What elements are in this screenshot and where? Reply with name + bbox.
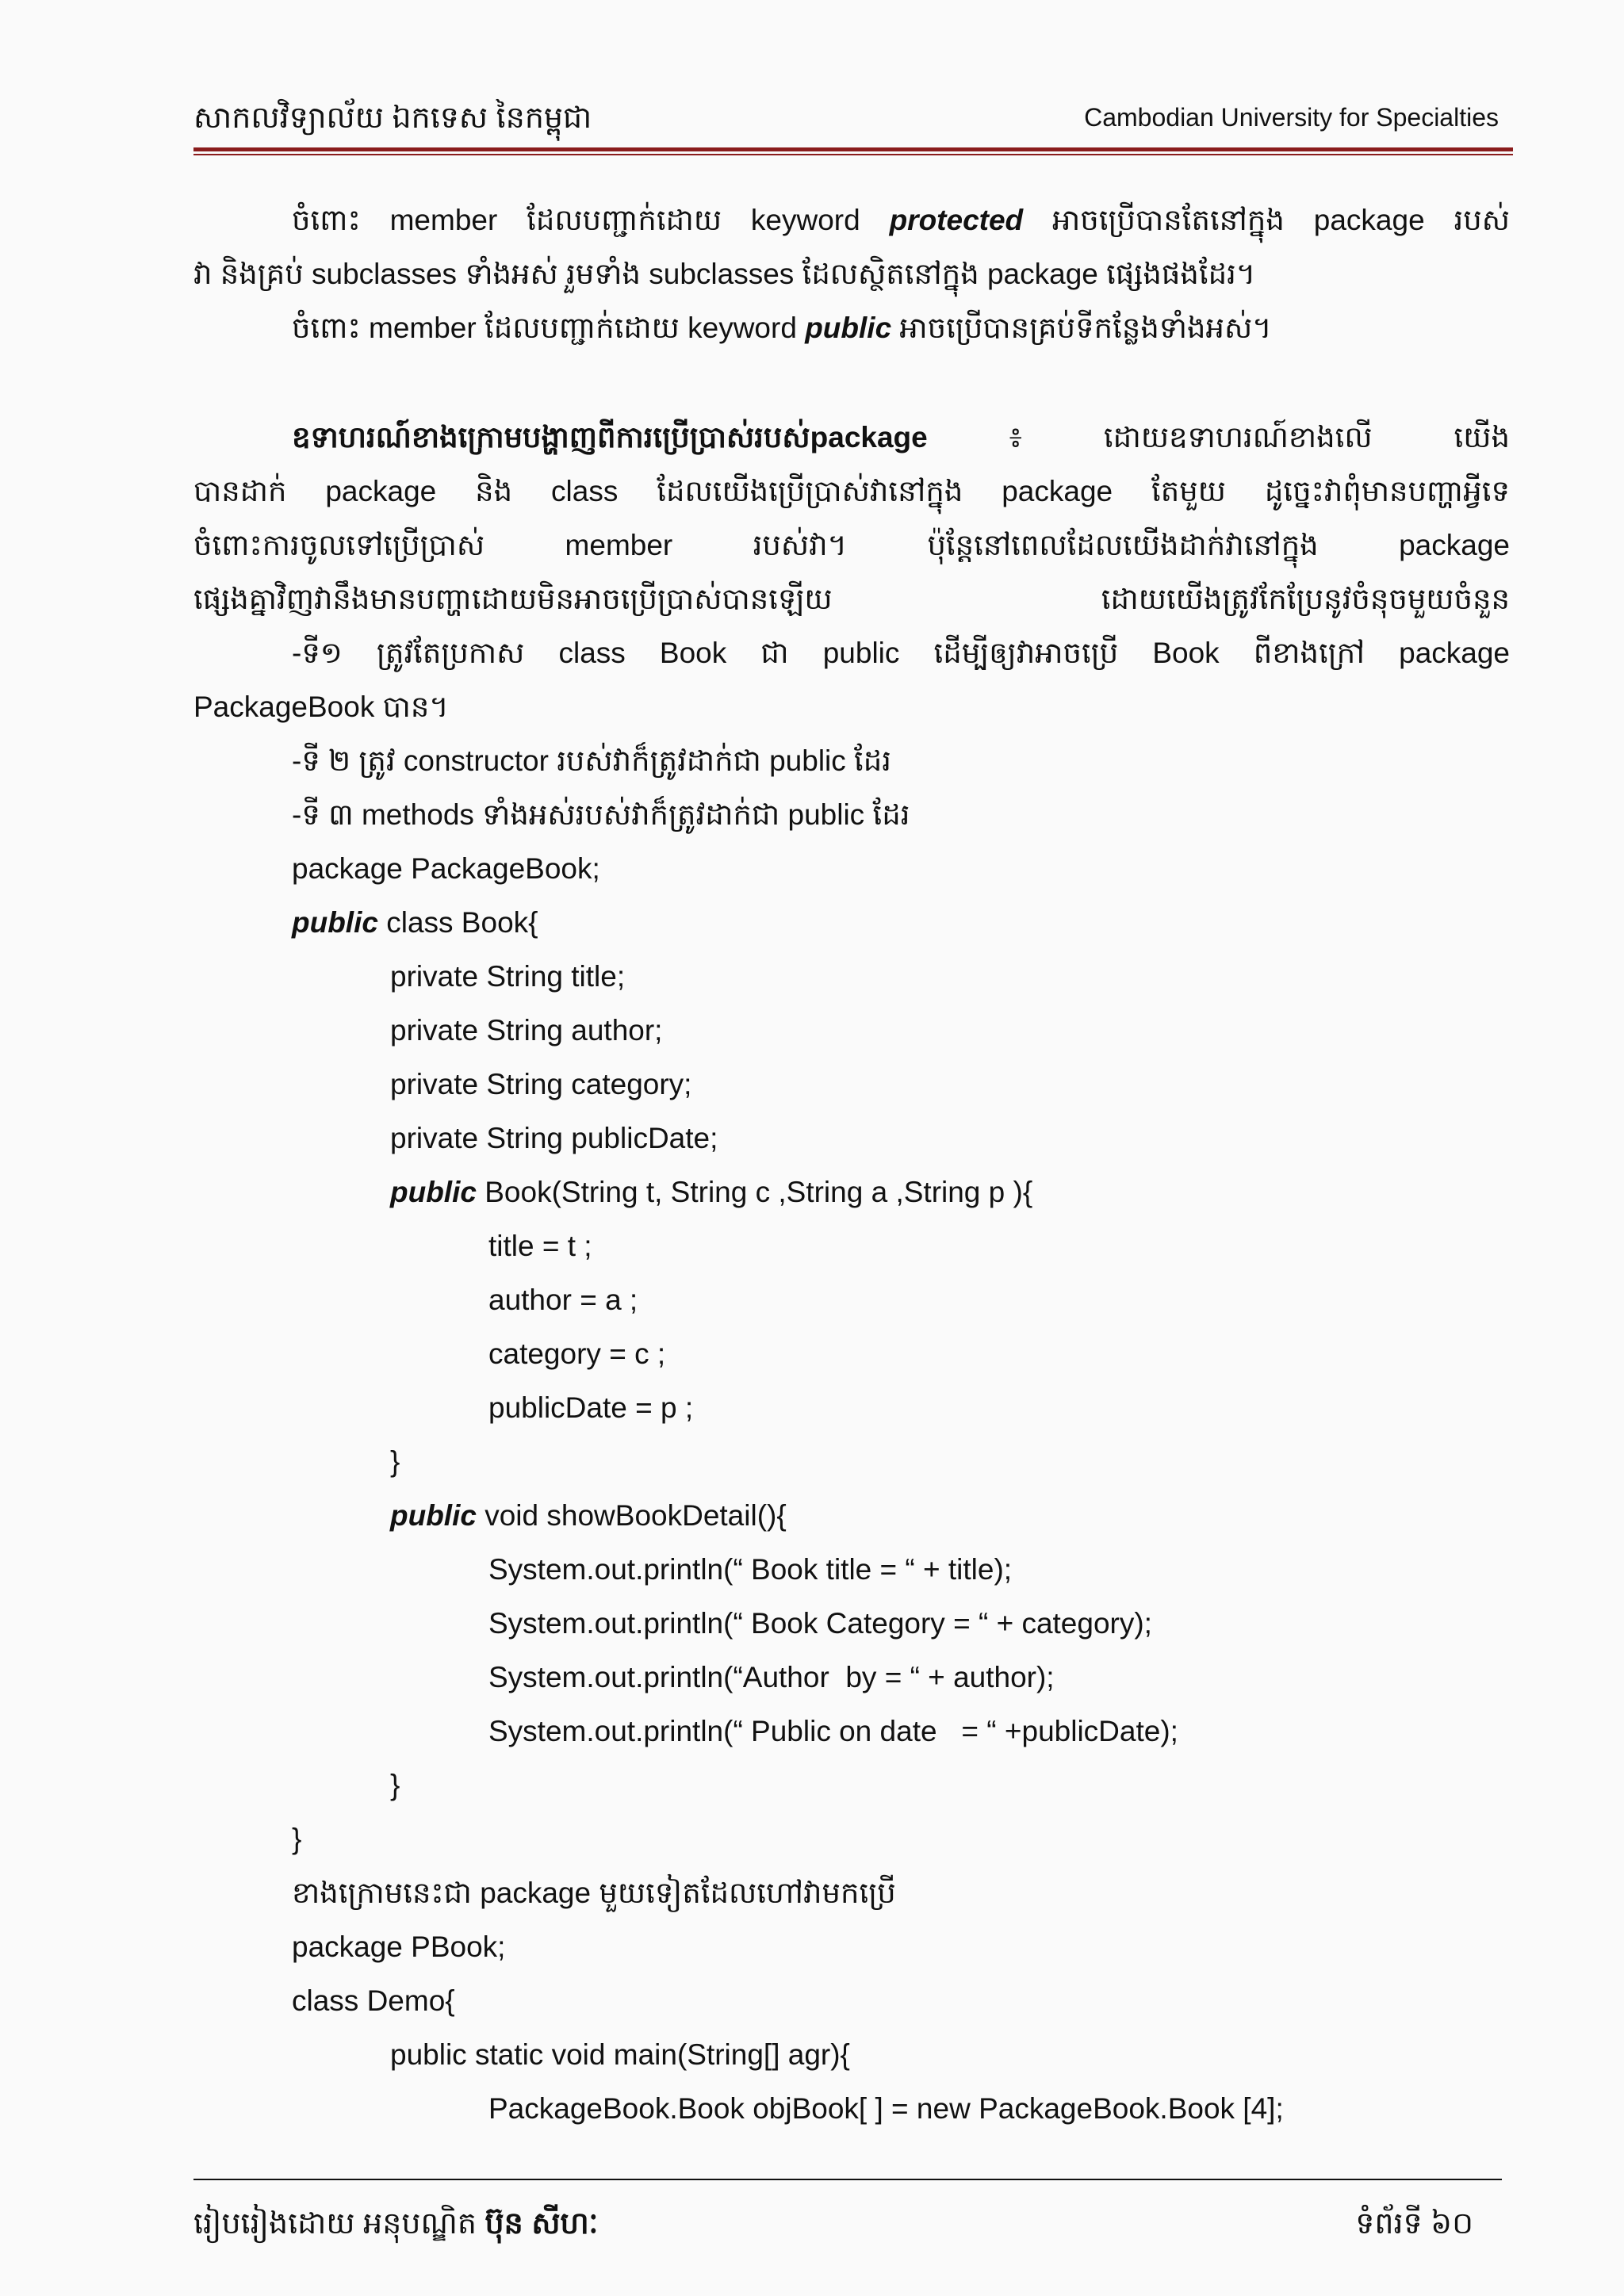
code-assign-title: title = t ; bbox=[488, 1230, 592, 1262]
para1-line2: វា និងគ្រប់ subclasses ទាំងអស់ រួមទាំង subclasses ដែលស្ថិតនៅក្នុង package ផ្សេងផងដែរ។ bbox=[193, 258, 1256, 290]
para2-line5: -ទី១ ត្រូវតែប្រកាស class Book ជា public ដើម្បីឲ្យវាអាចប្រើ Book ពីខាងក្រៅ package bbox=[292, 637, 1510, 669]
code-println-author: System.out.println(“Author by = “ + author); bbox=[488, 1661, 1055, 1693]
header-university-english: Cambodian University for Specialties bbox=[1084, 103, 1499, 132]
para2-line3: ចំពោះការចូលទៅប្រើប្រាស់ member របស់វា។ ប៉ុន្តែនៅពេលដែលយើងដាក់វានៅក្នុង package bbox=[193, 529, 1510, 561]
code-field-author: private String author; bbox=[390, 1014, 663, 1047]
code-array-declaration: PackageBook.Book objBook[ ] = new PackageBook.Book [4]; bbox=[488, 2092, 1284, 2125]
code-println-publicdate: System.out.println(“ Public on date = “ +publicDate); bbox=[488, 1715, 1178, 1747]
code-package-packagebook: package PackageBook; bbox=[292, 852, 600, 885]
code-field-category: private String category; bbox=[390, 1068, 692, 1100]
code-constructor: public Book(String t, String c ,String a ,String p ){ bbox=[390, 1176, 1033, 1208]
code-close-constructor: } bbox=[390, 1445, 400, 1478]
code-assign-publicdate: publicDate = p ; bbox=[488, 1391, 694, 1424]
para1-line3: ចំពោះ member ដែលបញ្ជាក់ដោយ keyword public អាចប្រើបានគ្រប់ទីកន្លែងទាំងអស់។ bbox=[292, 312, 1272, 344]
header-rule-thin bbox=[193, 154, 1513, 155]
example-heading: ឧទាហរណ៍ខាងក្រោមបង្ហាញពីការប្រើប្រាស់របស់package bbox=[292, 421, 928, 453]
keyword-protected: protected bbox=[889, 204, 1024, 236]
code-class-demo: class Demo{ bbox=[292, 1984, 455, 2017]
code-println-title: System.out.println(“ Book title = “ + title); bbox=[488, 1553, 1013, 1586]
para1-line1: ចំពោះ member ដែលបញ្ជាក់ដោយ keyword protected អាចប្រើបានតែនៅក្នុង package របស់ bbox=[292, 204, 1510, 236]
footer-author: រៀបរៀងដោយ អនុបណ្ឌិត ប៊ុន សីហៈ bbox=[193, 2207, 599, 2241]
code-package-pbook: package PBook; bbox=[292, 1931, 506, 1963]
para2-line7: -ទី ២ ត្រូវ constructor របស់វាក៏ត្រូវដាក់ជា public ដែរ bbox=[292, 744, 892, 777]
code-println-category: System.out.println(“ Book Category = “ + category); bbox=[488, 1607, 1152, 1640]
code-field-publicdate: private String publicDate; bbox=[390, 1122, 718, 1154]
code-field-title: private String title; bbox=[390, 960, 626, 993]
code-main-method: public static void main(String[] agr){ bbox=[390, 2038, 850, 2071]
code-class-book: public class Book{ bbox=[292, 906, 538, 939]
para2-line1: ឧទាហរណ៍ខាងក្រោមបង្ហាញពីការប្រើប្រាស់របស់package ៖ ដោយឧទាហរណ៍ខាងលើ យើង bbox=[292, 421, 1510, 453]
code-assign-category: category = c ; bbox=[488, 1337, 666, 1370]
header-university-khmer: សាកលវិទ្យាល័យ ឯកទេស នៃកម្ពុជា bbox=[193, 101, 592, 135]
keyword-public: public bbox=[805, 312, 892, 344]
header-rule bbox=[193, 147, 1513, 151]
footer-rule bbox=[193, 2179, 1502, 2180]
code-assign-author: author = a ; bbox=[488, 1284, 638, 1316]
footer-page-number: ទំព័រទី ៦០ bbox=[1355, 2207, 1473, 2241]
para2-line8: -ទី ៣ methods ទាំងអស់របស់វាក៏ត្រូវដាក់ជា public ដែរ bbox=[292, 798, 910, 831]
code-close-class: } bbox=[292, 1823, 302, 1855]
intro-second-package: ខាងក្រោមនេះជា package មួយទៀតដែលហៅវាមកប្រើ bbox=[292, 1877, 896, 1909]
code-method-showbookdetail: public void showBookDetail(){ bbox=[390, 1499, 787, 1532]
code-close-method: } bbox=[390, 1769, 400, 1801]
para2-line2: បានដាក់ package និង class ដែលយើងប្រើប្រាស់វានៅក្នុង package តែមួយ ដូច្នេះវាពុំមានបញ្ហាអ្វីទេ bbox=[193, 475, 1510, 507]
para2-line4: ផ្សេងគ្នាវិញវានឹងមានបញ្ហាដោយមិនអាចប្រើប្រាស់បានឡើយ ដោយយើងត្រូវកែប្រែនូវចំនុចមួយចំនួន bbox=[193, 583, 1510, 615]
para2-line6: PackageBook បាន។ bbox=[193, 691, 449, 723]
